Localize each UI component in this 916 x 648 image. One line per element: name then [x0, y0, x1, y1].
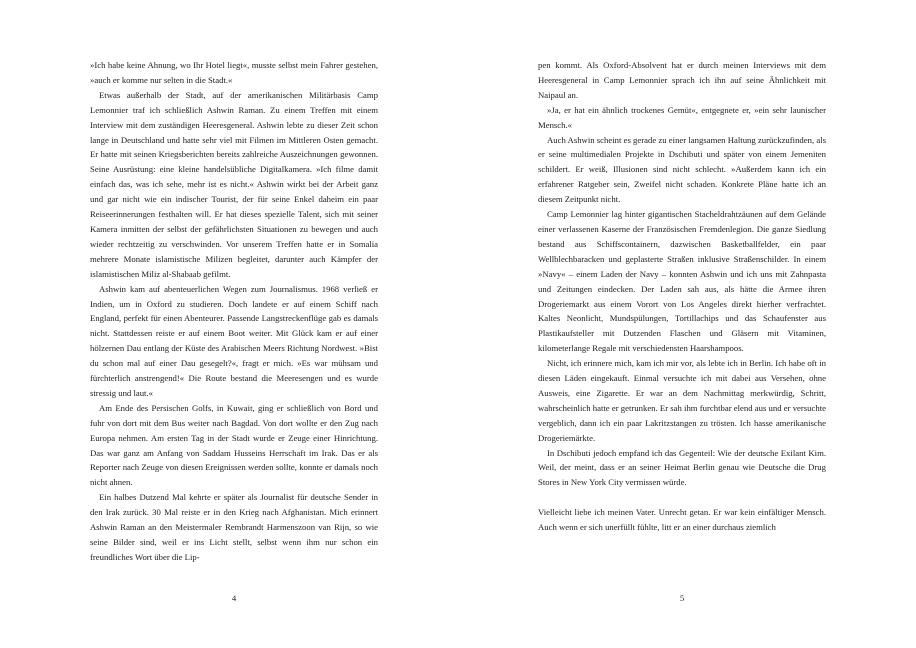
paragraph: Am Ende des Persischen Golfs, in Kuwait, ging er schließlich von Bord und fuhr von dort mit dem Bus weiter nach Bagdad. Von dort wollte er den Zug nach Europa nehmen. Am ersten Tag in der Stadt wurde er Zeuge einer Hinrichtung. Das war ganz am Anfang von Saddam Husseins Herrschaft im Irak. Das er als Reporter nach Zeuge von diesen Ereignissen werden sollte, konnte er damals noch nicht ahnen. [90, 402, 378, 488]
paragraph: Vielleicht liebe ich meinen Vater. Unrecht getan. Er war kein einfältiger Mensch. Auch wenn er sich unerfüllt fühlte, litt er an einer durchaus ziemlich [538, 507, 826, 533]
paragraph: In Dschibuti jedoch empfand ich das Gegenteil: Wie der deutsche Exilant Kim. Weil, der meint, dass er an seiner Heimat Berlin genau wie Deutsche die Drug Stores in New York City vermissen würde. [538, 447, 826, 488]
paragraph: Auch Ashwin scheint es gerade zu einer langsamen Haltung zurückzufinden, als er seine multimedialen Projekte in Dschibuti und später von einem Jemeniten schildert. Er weiß, Illusionen sind nicht schlecht. »Außerdem kann ich ein erfahrener Ratgeber sein, Zweifel nicht schaden. Konkrete Pläne hatte ich an diesem Zeitpunkt nicht. [538, 134, 826, 205]
paragraph: Ein halbes Dutzend Mal kehrte er später als Journalist für deutsche Sender in den Irak zurück. 30 Mal reiste er in den Krieg nach Afghanistan. Mich erinnert Ashwin Raman an den Meistermaler Rembrandt Harmenszoon van Rijn, so wie seine Bilder sind, weil er ins Licht stellt, selbst wenn ihm nur schon ein freundliches Wort über die Lip- [90, 492, 378, 562]
paragraph: Etwas außerhalb der Stadt, auf der amerikanischen Militärbasis Camp Lemonnier traf ich schließlich Ashwin Raman. Zu einem Treffen mit einem Interview mit dem zuständigen Heeresgeneral. Ashwin lebte zu dieser Zeit schon lange in Deutschland und hatte sehr viel mit Filmen im Mittleren Osten gemacht. Er hatte mit seinen Kriegsberichten bereits zahlreiche Auszeichnungen gewonnen. Seine Ausrüstung: eine kleine handelsübliche Digitalkamera. »Ich filme damit einfach das, was ich sehe, mehr ist es nicht.« Ashwin wirkt bei der Arbeit ganz und gar nicht wie ein indischer Tourist, der für seine Enkel daheim ein paar Reiseerinnerungen festhalten will. Er hat dieses spezielle Talent, sich mit seiner Kamera inmitten der selbst der gefährlichsten Situationen zu bewegen und auch wieder rechtzeitig zu verschwinden. Vor unserem Treffen hatte er in Somalia mehrere Monate islamistische Milizen begleitet, darunter auch Kämpfer der islamistischen Miliz al-Shabaab gefilmt. [90, 89, 378, 279]
paragraph: Ashwin kam auf abenteuerlichen Wegen zum Journalismus. 1968 verließ er Indien, um in Oxford zu studieren. Doch landete er auf einem Schiff nach England, perfekt für einen Abenteurer. Passende Langstreckenflüge gab es damals nicht. Stattdessen reiste er auf einem Boot weiter. Mit Glück kam er auf einer hölzernen Dau entlang der Küste des Arabischen Meers Richtung Nordwest. »Bist du schon mal auf einer Dau gesegelt?«, fragt er mich. »Es war mühsam und fürchterlich anstrengend!« Die Route bestand die Meeresengen und es wurde stressig und laut.« [90, 283, 378, 398]
left-text-block [90, 58, 378, 565]
right-page [458, 0, 916, 648]
right-text-block [538, 58, 826, 535]
paragraph: »Ja, er hat ein ähnlich trockenes Gemüt«, entgegnete er, »ein sehr launischer Mensch.« [538, 104, 826, 130]
page-number: 5 [679, 593, 685, 603]
paragraph: »Ich habe keine Ahnung, wo Ihr Hotel liegt«, musste selbst mein Fahrer gestehen, »auch er komme nur selten in die Stadt.« [90, 60, 378, 85]
page-number: 4 [231, 593, 237, 603]
paragraph: Nicht, ich erinnere mich, kam ich mir vor, als lebte ich in Berlin. Ich habe oft in diesen Läden eingekauft. Einmal versuchte ich mit dabei aus Versehen, ohne Ausweis, eine Zigarette. Er war an dem Nachmittag merkwürdig, Schritt, wahrscheinlich hatte er getrunken. Er sah ihm furchtbar elend aus und er versuchte vergeblich, dann ich ein paar Lakritzstangen zu trösten. Ich hasse amerikanische Drogeriemärkte. [538, 358, 826, 443]
paragraph: pen kommt. Als Oxford-Absolvent hat er durch meinen Interviews mit dem Heeresgeneral in Camp Lemonnier sprach ich ihn auf seine Ähnlichkeit mit Naipaul an. [538, 60, 826, 100]
paragraph: Camp Lemonnier lag hinter gigantischen Stacheldrahtzäunen auf dem Gelände einer verlassenen Kaserne der Französischen Fremdenlegion. Die ganze Siedlung bestand aus Schiffscontainern, dazwischen Basketballfelder, ein paar Wellblechbaracken und geplasterte Straßen inklusive Straßenschilder. In einem »Navy« – einem Laden der Navy – konnten Ashwin und ich uns mit Zahnpasta und Zeitungen eindecken. Der Laden sah aus, als hätte die Armee ihren Drogeriemarkt aus einem Vorort von Los Angeles direkt hierher verfrachtet. Kaltes Neonlicht, Mundspülungen, Tortillachips und das Schaufenster aus Plastikaufsteller mit Dutzenden Flaschen und Gläsern mit Vitaminen, kilometerlange Regale mit verschiedensten Haarshampoos. [538, 209, 826, 354]
